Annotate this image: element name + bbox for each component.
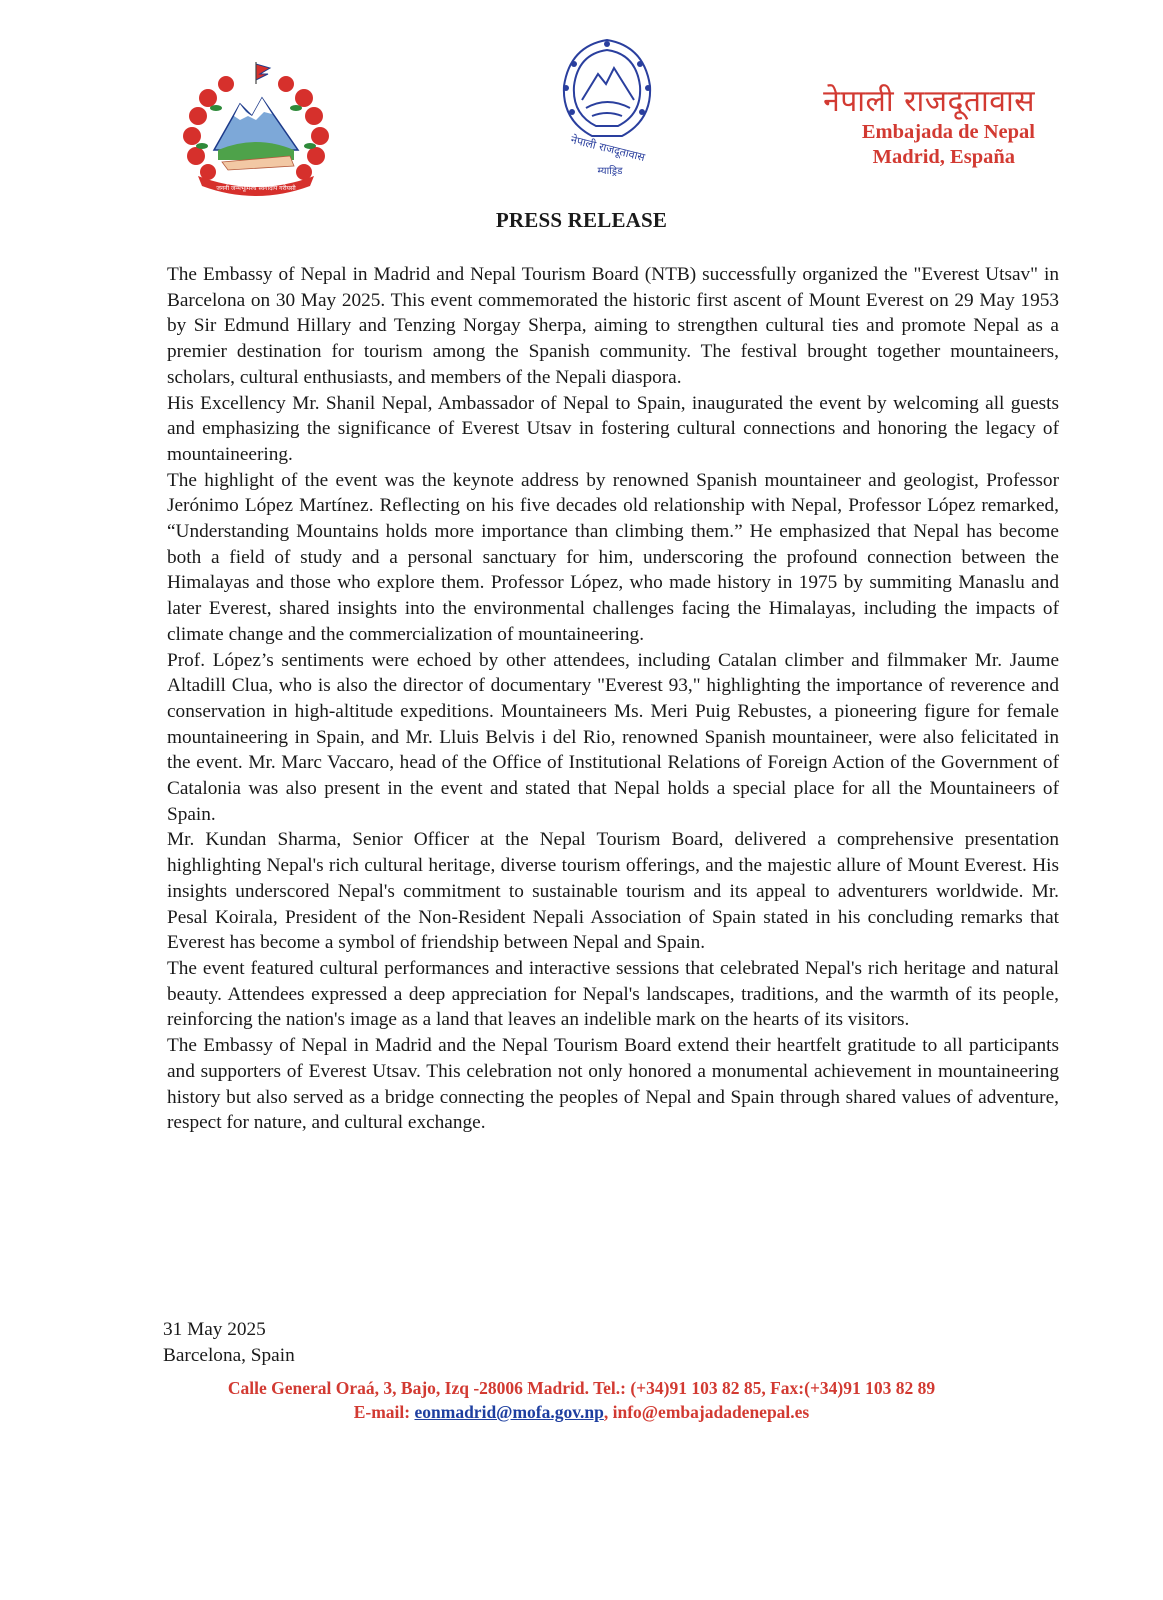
paragraph: Prof. López’s sentiments were echoed by other attendees, including Catalan climber and filmmaker Mr. Jaume Altadill Clua, who is also the director of documentary "Everest 93," highlighting the importance of reverence and conservation in high-altitude expeditions. Mountaineers Ms. Meri Puig Rebustes, a pioneering figure for female mountaineering in Spain, and Mr. Lluis Belvis i del Rio, renowned Spanish mountaineer, were also felicitated in the event. Mr. Marc Vaccaro, head of the Office of Institutional Relations of Foreign Action of the Government of Catalonia was also present in the event and stated that Nepal holds a special place for all the Mountaineers of Spain. [167,649,1059,825]
seal-city-text: म्याड्रिड [597,166,623,177]
paragraph: His Excellency Mr. Shanil Nepal, Ambassador of Nepal to Spain, inaugurated the event by welcoming all guests and emphasizing the significance of Everest Utsav in fostering cultural connections and honoring the legacy of mountaineering. [167,392,1059,465]
embassy-seal-stamp [552,36,662,186]
signoff-date: 31 May 2025 [163,1319,266,1340]
letterhead-nepali: नेपाली राजदूतावास [823,84,1035,119]
letterhead-city: Madrid, España [872,146,1015,168]
email-link-eonmadrid[interactable]: eonmadrid@mofa.gov.np [414,1402,604,1422]
paragraph: Mr. Kundan Sharma, Senior Officer at the Nepal Tourism Board, delivered a comprehensive presentation highlighting Nepal's rich cultural heritage, diverse tourism offerings, and the majestic allure of Mount Everest. His insights underscored Nepal's commitment to sustainable tourism and its appeal to adventurers worldwide. Mr. Pesal Koirala, President of the Non-Resident Nepali Association of Spain stated in his concluding remarks that Everest has become a symbol of friendship between Nepal and Spain. [167,829,1059,954]
letterhead [823,84,1035,170]
paragraph: The Embassy of Nepal in Madrid and Nepal Tourism Board (NTB) successfully organized the "Everest Utsav" in Barcelona on 30 May 2025. This event commemorated the historic first ascent of Mount Everest on 29 May 1953 by Sir Edmund Hillary and Tenzing Norgay Sherpa, aiming to strengthen cultural ties and promote Nepal as a premier destination for tourism among the Spanish community. The festival brought together mountaineers, scholars, cultural enthusiasts, and members of the Nepali diaspora. [167,264,1059,388]
email-link-info[interactable]: info@embajadadenepal.es [612,1402,810,1422]
paragraph: The highlight of the event was the keynote address by renowned Spanish mountaineer and geologist, Professor Jerónimo López Martínez. Reflecting on his five decades old relationship with Nepal, Professor López remarked, “Understanding Mountains holds more importance than climbing them.” He emphasized that Nepal has become both a field of study and a personal sanctuary for him, underscoring the profound connection between the Himalayas and those who explore them. Professor López, who made history in 1975 by summiting Manaslu and later Everest, shared insights into the environmental challenges facing the Himalayas, including the impacts of climate change and the commercialization of mountaineering. [167,469,1059,645]
paragraph: The Embassy of Nepal in Madrid and the Nepal Tourism Board extend their heartfelt gratitude to all participants and supporters of Everest Utsav. This celebration not only honored a monumental achievement in mountaineering history but also served as a bridge connecting the peoples of Nepal and Spain through shared values of adventure, respect for nature, and cultural exchange. [167,1035,1059,1134]
seal-text: नेपाली राजदूतावास [569,133,647,165]
paragraph: The event featured cultural performances and interactive sessions that celebrated Nepal's rich heritage and natural beauty. Attendees expressed a deep appreciation for Nepal's landscapes, traditions, and the warmth of its people, reinforcing the nation's image as a land that leaves an indelible mark on the hearts of its visitors. [167,957,1059,1031]
signoff [163,1317,295,1369]
footer [0,1376,1163,1424]
document-body [167,262,1059,1136]
document-title: PRESS RELEASE [495,208,668,232]
email-separator: , [603,1402,609,1422]
emblem-ribbon-text: जननी जन्मभूमिश्च स्वर्गादपि गरीयसी [216,185,296,192]
signoff-place: Barcelona, Spain [163,1345,295,1366]
letterhead-embassy: Embajada de Nepal [861,121,1035,143]
footer-address: Calle General Oraá, 3, Bajo, Izq -28006 Madrid. Tel.: (+34)91 103 82 85, Fax:(+34)91 103 82 89 [227,1378,936,1398]
email-label: E-mail: [353,1402,411,1422]
nepal-emblem-logo [178,58,334,198]
